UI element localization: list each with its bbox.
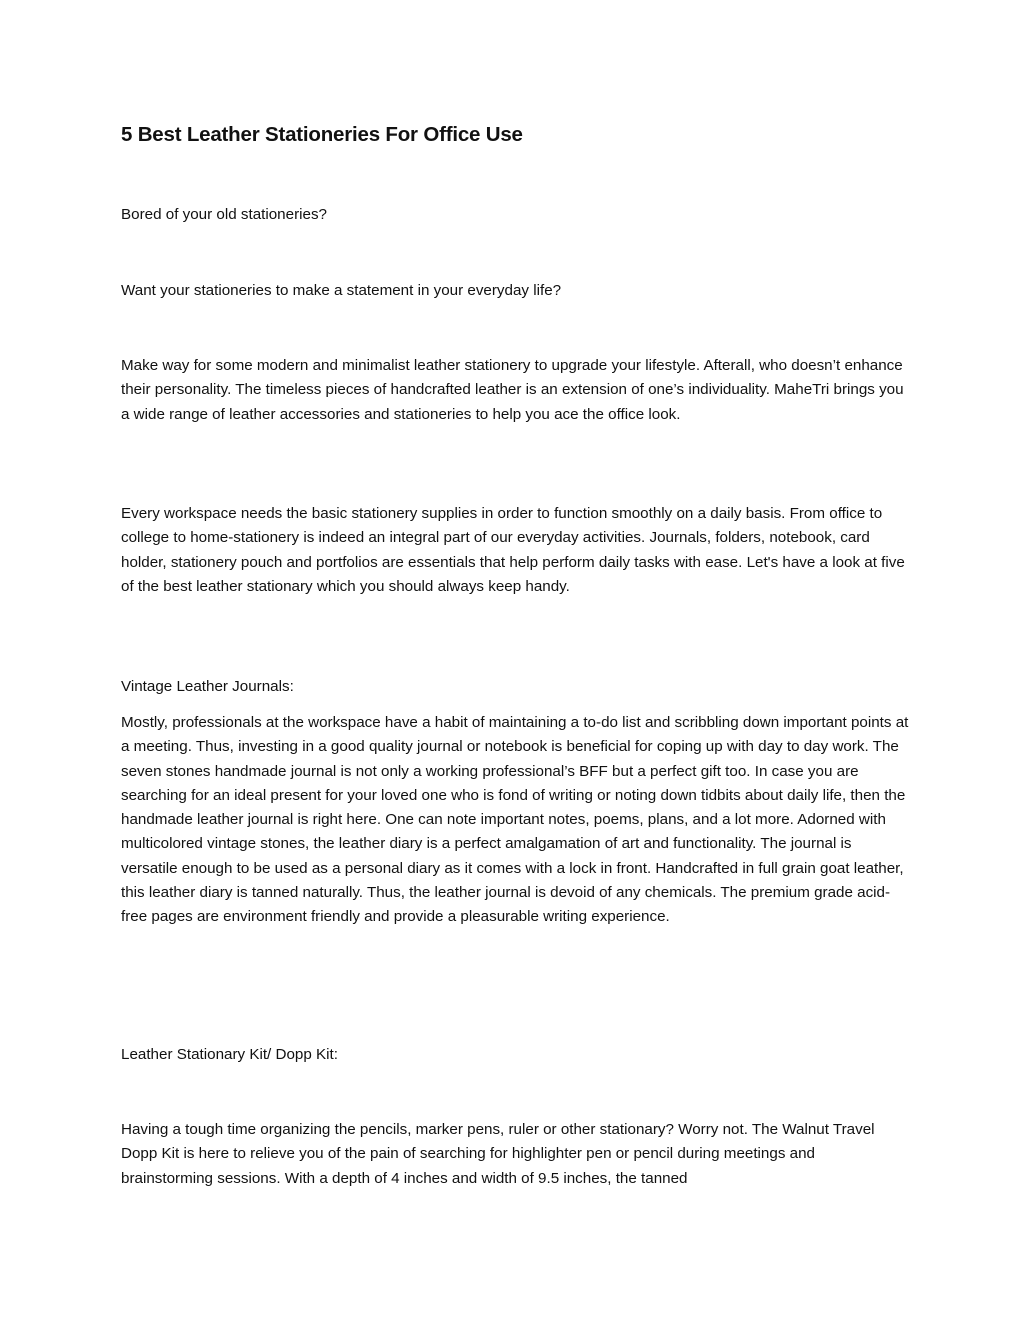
- paragraph-bored: Bored of your old stationeries?: [121, 206, 327, 223]
- section-heading-journals: Vintage Leather Journals:: [121, 678, 294, 695]
- paragraph-statement: Want your stationeries to make a statement in your everyday life?: [121, 282, 562, 299]
- paragraph-intro: Make way for some modern and minimalist leather stationery to upgrade your lifestyle. Afterall, who doesn’t enhance their personality. The timeless pieces of handcrafted leather is an extension of one’s individuality. MaheTri brings you a wide range of leather accessories and stationeries to help you ace the office look.: [121, 357, 904, 423]
- paragraph-journals: Mostly, professionals at the workspace have a habit of maintaining a to-do list and scribbling down important points at a meeting. Thus, investing in a good quality journal or notebook is beneficial for coping up with day to day work. The seven stones handmade journal is not only a working professional’s BFF but a perfect gift too. In case you are searching for an ideal present for your loved one who is fond of writing or noting down tidbits about daily life, then the handmade leather journal is right here. One can note important notes, poems, plans, and a lot more. Adorned with multicolored vintage stones, the leather diary is a perfect amalgamation of art and functionality. The journal is versatile enough to be used as a personal diary as it comes with a lock in front. Handcrafted in full grain goat leather, this leather diary is tanned naturally. Thus, the leather journal is devoid of any chemicals. The premium grade acid-free pages are environment friendly and provide a pleasurable writing experience.: [121, 714, 909, 926]
- document-title: 5 Best Leather Stationeries For Office Use: [121, 123, 523, 146]
- section-heading-dopp-kit: Leather Stationary Kit/ Dopp Kit:: [121, 1046, 338, 1063]
- paragraph-dopp-kit: Having a tough time organizing the pencils, marker pens, ruler or other stationary? Worry not. The Walnut Travel Dopp Kit is here to relieve you of the pain of searching for highlighter pen or pencil during meetings and brainstorming sessions. With a depth of 4 inches and width of 9.5 inches, the tanned: [121, 1121, 875, 1187]
- paragraph-workspace: Every workspace needs the basic stationery supplies in order to function smoothly on a daily basis. From office to college to home-stationery is indeed an integral part of our everyday activities. Journals, folders, notebook, card holder, stationery pouch and portfolios are essentials that help perform daily tasks with ease. Let's have a look at five of the best leather stationary which you should always keep handy.: [121, 505, 905, 595]
